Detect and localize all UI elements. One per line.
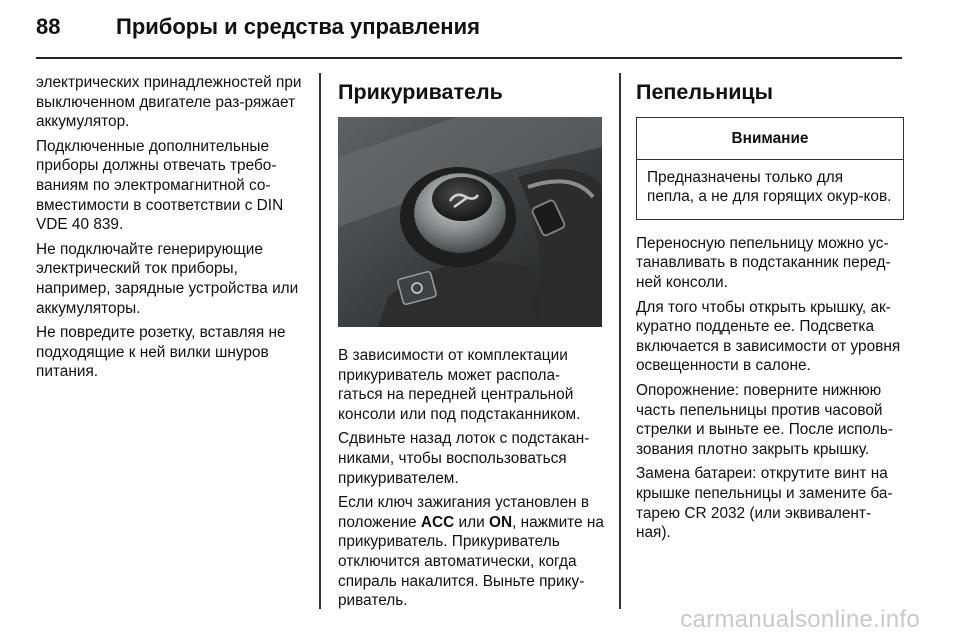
ashtray-heading: Пепельницы (636, 80, 774, 104)
column-3 (636, 73, 904, 548)
column-1 (36, 73, 304, 387)
col1-paragraph-2: Подключенные дополнительные приборы должны отвечать требо-ваниям по электромагнитной со-вместимости в соответствии с DIN VDE 40 839. (36, 137, 284, 234)
page-title: Приборы и средства управления (116, 14, 480, 39)
watermark: carmanualsonline.info (680, 606, 920, 633)
ashtray-paragraph-4: Замена батареи: открутите винт на крышке пепельницы и замените ба-тарею CR 2032 (или эквивалент-ная). (636, 465, 893, 542)
cigarette-lighter-photo (338, 117, 602, 327)
col1-paragraph-4: Не повредите розетку, вставляя не подходящие к ней вилки шнуров питания. (36, 324, 286, 381)
lighter-paragraph-3 (338, 493, 604, 611)
lighter-p3-or: или (454, 513, 489, 531)
page-header (36, 14, 480, 54)
ashtray-paragraph-2: Для того чтобы открыть крышку, ак-куратно подденьте ее. Подсветка включается в зависимости от уровня освещенности в салоне. (636, 298, 901, 375)
notice-title: Внимание (637, 118, 903, 160)
lighter-p3-start: Если ключ зажигания установлен в положение (338, 494, 590, 531)
col1-paragraph-1: электрических принадлежностей при выключенном двигателе раз-ряжает аккумулятор. (36, 74, 302, 131)
ashtray-paragraph-1: Переносную пепельницу можно ус-танавливать в подстаканник перед-ней консоли. (636, 234, 891, 291)
column-divider-1 (319, 73, 321, 609)
lighter-p3-end: , нажмите на прикуриватель. Прикуриватель отключится автоматически, когда спираль накалится. Выньте прику-риватель. (338, 513, 604, 610)
notice-text: Предназначены только для пепла, а не для горящих окур-ков. (647, 168, 892, 206)
acc-label: ACC (420, 513, 455, 531)
column-2 (338, 73, 604, 616)
page-number: 88 (36, 14, 61, 39)
lighter-heading: Прикуриватель (338, 80, 503, 104)
col1-paragraph-3: Не подключайте генерирующие электрический ток приборы, например, зарядные устройства или аккумуляторы. (36, 240, 299, 317)
lighter-paragraph-1: В зависимости от комплектации прикуриватель может распола-гаться на передней центральной консоли или под подстаканником. (338, 347, 581, 423)
lighter-paragraph-2: Сдвиньте назад лоток с подстакан-никами, чтобы воспользоваться прикуривателем. (338, 430, 590, 487)
on-label: ON (488, 513, 513, 531)
ashtray-paragraph-3: Опорожнение: поверните нижнюю часть пепельницы против часовой стрелки и выньте ее. После исполь-зования плотно закрыть крышку. (636, 381, 893, 458)
header-rule (36, 57, 902, 59)
column-divider-2 (619, 73, 621, 609)
notice-box (636, 117, 904, 220)
